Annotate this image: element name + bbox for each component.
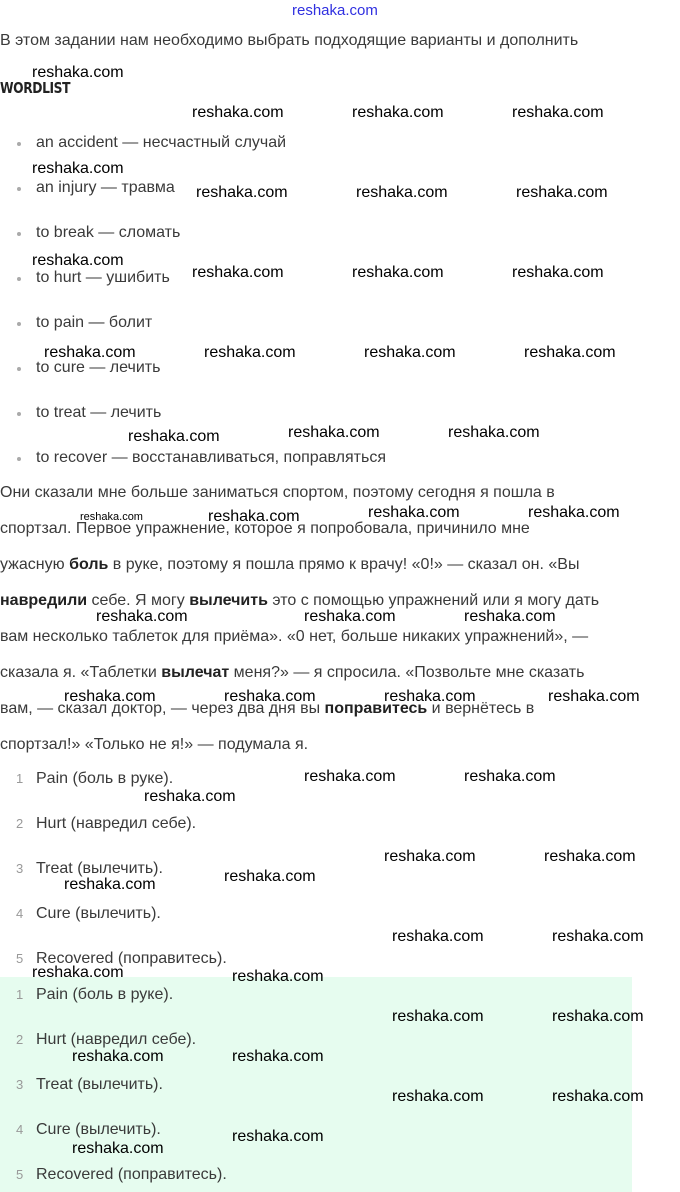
watermark: reshaka.com	[64, 688, 156, 705]
wordlist-heading: WORDLIST	[0, 79, 71, 97]
text-segment: сказала я. «Таблетки	[0, 664, 162, 681]
paragraph-line	[0, 555, 579, 575]
watermark: reshaka.com	[524, 344, 616, 361]
text-segment: и вернётесь в	[427, 700, 535, 717]
bold-word: поправитесь	[324, 700, 428, 717]
bullet-icon	[17, 277, 21, 281]
watermark: reshaka.com	[232, 1128, 324, 1145]
watermark: reshaka.com	[392, 1088, 484, 1105]
watermark: reshaka.com	[304, 768, 396, 785]
wordlist-item: to recover — восстанавливаться, поправляться	[36, 449, 387, 466]
text-segment: меня?» — я спросила. «Позвольте мне сказать	[229, 664, 585, 681]
wordlist-item: to treat — лечить	[36, 404, 162, 421]
watermark: reshaka.com	[512, 264, 604, 281]
text-segment: вам несколько таблеток для приёма». «0 нет, больше никаких упражнений», —	[0, 628, 589, 645]
answer-number: 3	[16, 1077, 24, 1092]
answer-number: 5	[16, 951, 24, 966]
watermark: reshaka.com	[208, 508, 300, 525]
watermark: reshaka.com	[32, 64, 124, 81]
watermark: reshaka.com	[32, 964, 124, 981]
bullet-icon	[17, 412, 21, 416]
wordlist-item: to hurt — ушибить	[36, 269, 170, 286]
bullet-icon	[17, 322, 21, 326]
answer-number: 3	[16, 861, 24, 876]
wordlist-item: to pain — болит	[36, 314, 153, 331]
watermark: reshaka.com	[352, 104, 444, 121]
watermark: reshaka.com	[356, 184, 448, 201]
text-segment: спортзал. Первое упражнение, которое я попробовала, причинило мне	[0, 520, 530, 537]
watermark: reshaka.com	[384, 848, 476, 865]
watermark: reshaka.com	[32, 160, 124, 177]
watermark: reshaka.com	[196, 184, 288, 201]
answer-number: 1	[16, 771, 24, 786]
watermark: reshaka.com	[392, 1008, 484, 1025]
answer-item: Pain (боль в руке).	[36, 986, 174, 1003]
watermark: reshaka.com	[32, 252, 124, 269]
answer-item: Recovered (поправитесь).	[36, 1166, 227, 1183]
watermark: reshaka.com	[44, 344, 136, 361]
watermark: reshaka.com	[80, 511, 143, 523]
intro-text: В этом задании нам необходимо выбрать подходящие варианты и дополнить	[0, 32, 579, 49]
text-segment: в руке, поэтому я пошла прямо к врачу! «0!» — сказал он. «Вы	[108, 556, 580, 573]
watermark: reshaka.com	[368, 504, 460, 521]
watermark: reshaka.com	[144, 788, 236, 805]
answer-item: Pain (боль в руке).	[36, 770, 174, 787]
watermark: reshaka.com	[392, 928, 484, 945]
answer-number: 2	[16, 1032, 24, 1047]
watermark: reshaka.com	[528, 504, 620, 521]
watermark: reshaka.com	[304, 608, 396, 625]
paragraph-line	[0, 483, 555, 503]
bullet-icon	[17, 142, 21, 146]
answer-number: 4	[16, 1122, 24, 1137]
watermark: reshaka.com	[548, 688, 640, 705]
answer-item: Recovered (поправитесь).	[36, 950, 227, 967]
watermark: reshaka.com	[232, 1048, 324, 1065]
text-segment: себе. Я могу	[87, 592, 190, 609]
text-segment: вам, — сказал доктор, — через два дня вы	[0, 700, 325, 717]
watermark: reshaka.com	[232, 968, 324, 985]
text-segment: это с помощью упражнений или я могу дать	[267, 592, 600, 609]
text-segment: спортзал!» «Только не я!» — подумала я.	[0, 736, 309, 753]
bullet-icon	[17, 187, 21, 191]
bold-word: вылечить	[189, 592, 268, 609]
answer-number: 2	[16, 816, 24, 831]
bold-word: боль	[69, 556, 109, 573]
watermark: reshaka.com	[384, 688, 476, 705]
watermark: reshaka.com	[464, 768, 556, 785]
text-segment: Они сказали мне больше заниматься спортом, поэтому сегодня я пошла в	[0, 484, 555, 501]
paragraph-line	[0, 663, 584, 683]
watermark: reshaka.com	[224, 688, 316, 705]
answer-item: Hurt (навредил себе).	[36, 815, 197, 832]
wordlist-item: an injury — травма	[36, 179, 175, 196]
answer-item: Treat (вылечить).	[36, 1076, 163, 1093]
bullet-icon	[17, 232, 21, 236]
watermark: reshaka.com	[72, 1140, 164, 1157]
wordlist-item: to cure — лечить	[36, 359, 161, 376]
watermark: reshaka.com	[204, 344, 296, 361]
watermark: reshaka.com	[72, 1048, 164, 1065]
watermark: reshaka.com	[552, 1088, 644, 1105]
wordlist-item: an accident — несчастный случай	[36, 134, 287, 151]
text-segment: ужасную	[0, 556, 70, 573]
watermark: reshaka.com	[128, 428, 220, 445]
paragraph-line	[0, 735, 308, 755]
answer-item: Treat (вылечить).	[36, 860, 163, 877]
watermark: reshaka.com	[552, 1008, 644, 1025]
bold-word: навредили	[0, 592, 88, 609]
watermark: reshaka.com	[448, 424, 540, 441]
watermark: reshaka.com	[292, 2, 378, 19]
watermark: reshaka.com	[544, 848, 636, 865]
answer-number: 1	[16, 987, 24, 1002]
watermark: reshaka.com	[516, 184, 608, 201]
watermark: reshaka.com	[464, 608, 556, 625]
answer-item: Cure (вылечить).	[36, 1121, 161, 1138]
answer-number: 4	[16, 906, 24, 921]
watermark: reshaka.com	[552, 928, 644, 945]
watermark: reshaka.com	[288, 424, 380, 441]
bullet-icon	[17, 457, 21, 461]
watermark: reshaka.com	[224, 868, 316, 885]
watermark: reshaka.com	[64, 876, 156, 893]
watermark: reshaka.com	[192, 264, 284, 281]
watermark: reshaka.com	[96, 608, 188, 625]
bold-word: вылечат	[161, 664, 230, 681]
watermark: reshaka.com	[512, 104, 604, 121]
watermark: reshaka.com	[352, 264, 444, 281]
watermark: reshaka.com	[192, 104, 284, 121]
answer-item: Cure (вылечить).	[36, 905, 161, 922]
bullet-icon	[17, 367, 21, 371]
watermark: reshaka.com	[364, 344, 456, 361]
answer-number: 5	[16, 1167, 24, 1182]
answer-item: Hurt (навредил себе).	[36, 1031, 197, 1048]
paragraph-line	[0, 627, 588, 647]
wordlist-item: to break — сломать	[36, 224, 181, 241]
